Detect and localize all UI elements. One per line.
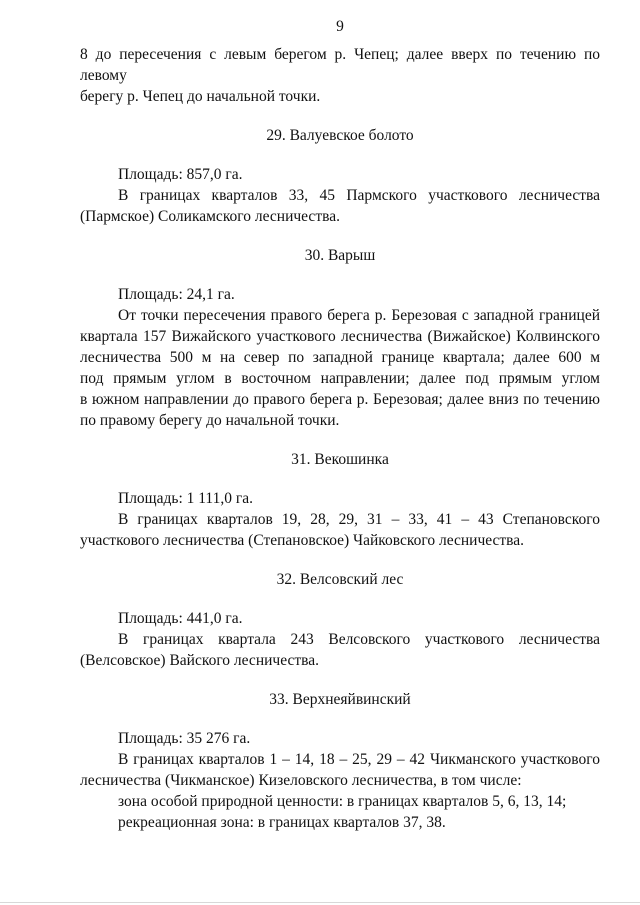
section-title: 29. Валуевское болото [266, 127, 414, 144]
section-area: Площадь: 857,0 га. [118, 166, 243, 183]
section-title: 31. Векошинка [291, 451, 389, 468]
section-text-line: В границах кварталов 1 – 14, 18 – 25, 29 – 42 Чикманского участкового [118, 751, 600, 768]
section-text-line: В границах кварталов 19, 28, 29, 31 – 33, 41 – 43 Степановского [118, 511, 600, 528]
section-area: Площадь: 35 276 га. [118, 730, 251, 747]
section-zone-line: рекреационная зона: в границах кварталов 37, 38. [118, 814, 446, 831]
section-text-line: по правому берегу до начальной точки. [80, 412, 340, 429]
section-text-line: лесничества (Чикманское) Кизеловского лесничества, в том числе: [80, 772, 522, 789]
intro-line-1: 8 до пересечения с левым берегом р. Чепец; далее вверх по течению по левому [80, 46, 600, 84]
section-area: Площадь: 24,1 га. [118, 286, 235, 303]
section-text-line: (Велсовское) Вайского лесничества. [80, 652, 319, 669]
document-page [80, 0, 600, 833]
section-text-line: (Пармское) Соликамского лесничества. [80, 208, 340, 225]
section-text-line: в южном направлении до правого берега р. Березовая; далее вниз по течению [80, 391, 600, 408]
page-number: 9 [336, 18, 344, 35]
section-text-line: квартала 157 Вижайского участкового лесничества (Вижайское) Колвинского [80, 328, 600, 345]
section-text-line: участкового лесничества (Степановское) Чайковского лесничества. [80, 532, 525, 549]
section-area: Площадь: 441,0 га. [118, 610, 243, 627]
section-29 [80, 125, 600, 227]
section-text-line: В границах квартала 243 Велсовского участкового лесничества [118, 631, 600, 648]
section-32 [80, 569, 600, 671]
section-title: 32. Велсовский лес [276, 571, 404, 588]
section-30 [80, 245, 600, 431]
section-text-line: В границах кварталов 33, 45 Пармского участкового лесничества [118, 187, 600, 204]
section-title: 33. Верхнеяйвинский [269, 691, 411, 708]
section-area: Площадь: 1 111,0 га. [118, 490, 253, 507]
section-title: 30. Варыш [304, 247, 376, 264]
intro-line-2: берегу р. Чепец до начальной точки. [80, 88, 321, 105]
section-text-line: под прямым углом в восточном направлении; далее под прямым углом [80, 370, 600, 387]
section-zone-line: зона особой природной ценности: в границах кварталов 5, 6, 13, 14; [118, 793, 567, 810]
section-31 [80, 449, 600, 551]
section-33 [80, 689, 600, 833]
section-text-line: От точки пересечения правого берега р. Березовая с западной границей [118, 307, 600, 324]
section-text-line: лесничества 500 м на север по западной границе квартала; далее 600 м [80, 349, 600, 366]
scan-bottom-edge [0, 902, 640, 903]
